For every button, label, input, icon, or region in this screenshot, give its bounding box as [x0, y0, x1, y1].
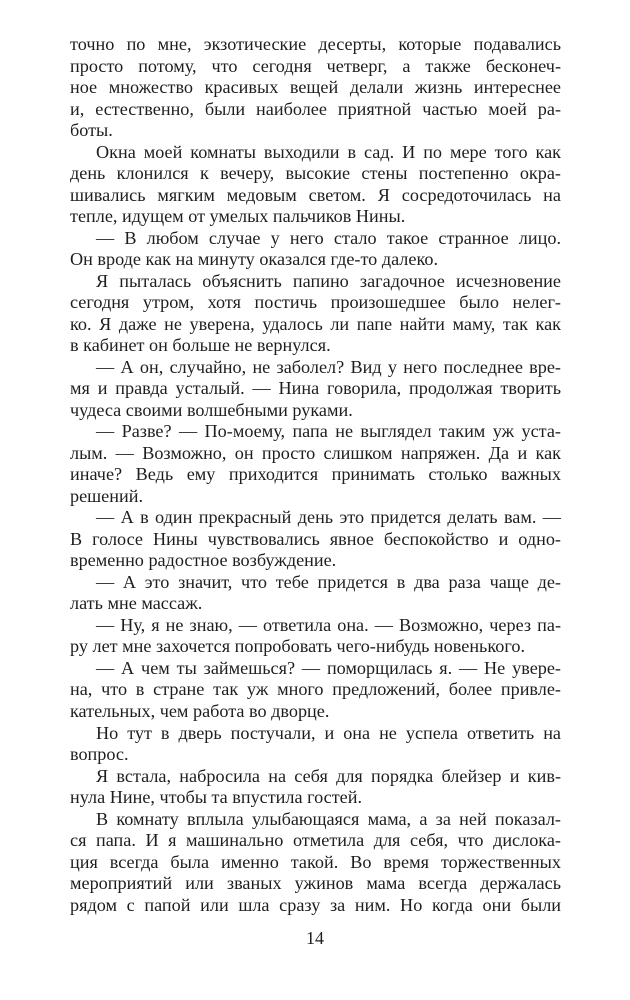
paragraph — [70, 723, 561, 766]
text-line: ру лет мне захочется попробовать чего-нибудь новенького. — [70, 636, 525, 657]
paragraph — [70, 572, 561, 615]
text-line: ко. Я даже не уверена, удалось ли папе найти маму, так как — [70, 313, 561, 334]
text-line: — А чем ты займешься? — поморщилась я. — Не увере- — [96, 657, 561, 678]
text-line: ное множество красивых вещей делали жизнь интереснее — [70, 77, 561, 98]
text-line: ция всегда была именно такой. Во время торжественных — [70, 851, 561, 872]
text-line: Я пыталась объяснить папино загадочное исчезновение — [96, 270, 561, 291]
text-line: на, что в стране так уж много предложений, более привле- — [70, 679, 561, 700]
paragraph — [70, 357, 561, 422]
text-line: ся папа. И я машинально отметила для себя, что дислока- — [70, 830, 561, 851]
text-line: нула Нине, чтобы та впустила гостей. — [70, 787, 363, 808]
text-line: В комнату вплыла улыбающаяся мама, а за ней показал- — [96, 808, 561, 829]
text-line: шивались мягким медовым светом. Я сосредоточилась на — [70, 184, 561, 205]
text-line: иначе? Ведь ему приходится принимать столько важных — [70, 464, 561, 485]
text-line: лать мне массаж. — [70, 593, 203, 614]
paragraph — [70, 228, 561, 271]
paragraph — [70, 142, 561, 228]
text-line: — А это значит, что тебе придется в два раза чаще де- — [96, 571, 561, 592]
text-line: — Разве? — По-моему, папа не выглядел таким уж уста- — [96, 421, 561, 442]
paragraph — [70, 34, 561, 142]
text-line: В голосе Нины чувствовались явное беспокойство и одно- — [70, 528, 561, 549]
paragraph — [70, 271, 561, 357]
text-line: — Ну, я не знаю, — ответила она. — Возможно, через па- — [96, 614, 561, 635]
text-line: — В любом случае у него стало такое странное лицо. — [96, 227, 561, 248]
text-line: боты. — [70, 120, 113, 141]
text-line: временно радостное возбуждение. — [70, 550, 337, 571]
page-number: 14 — [306, 928, 324, 948]
text-line: сегодня утром, хотя постичь произошедшее было нелег- — [70, 292, 561, 313]
paragraph — [70, 766, 561, 809]
text-line: просто потому, что сегодня четверг, а также бесконеч- — [70, 55, 561, 76]
text-line: и, естественно, были наиболее приятной частью моей ра- — [70, 98, 561, 119]
text-line: день клонился к вечеру, высокие стены постепенно окра- — [70, 163, 561, 184]
text-line: решений. — [70, 485, 143, 506]
text-line: — А в один прекрасный день это придется делать вам. — — [96, 507, 561, 528]
text-line: Окна моей комнаты выходили в сад. И по мере того как — [96, 141, 561, 162]
text-line: лым. — Возможно, он просто слишком напряжен. Да и как — [70, 442, 561, 463]
paragraph — [70, 658, 561, 723]
paragraph — [70, 615, 561, 658]
text-line: Я встала, набросила на себя для порядка блейзер и кив- — [96, 765, 561, 786]
text-line: вопрос. — [70, 744, 129, 765]
paragraph — [70, 507, 561, 572]
text-line: тепле, идущем от умелых пальчиков Нины. — [70, 206, 406, 227]
text-line: чудеса своими волшебными руками. — [70, 399, 353, 420]
text-line: в кабинет он больше не вернулся. — [70, 335, 331, 356]
paragraph — [70, 809, 561, 917]
text-line: мероприятий или званых ужинов мама всегда держалась — [70, 873, 561, 894]
text-line: кательных, чем работа во дворце. — [70, 700, 330, 721]
paragraph — [70, 421, 561, 507]
text-line: рядом с папой или шла сразу за ним. Но когда они были — [70, 894, 561, 915]
text-line: мя и правда усталый. — Нина говорила, продолжая творить — [70, 378, 561, 399]
text-line: Но тут в дверь постучали, и она не успела ответить на — [96, 722, 561, 743]
book-page-text — [70, 34, 561, 916]
text-line: точно по мне, экзотические десерты, которые подавались — [70, 34, 561, 54]
text-line: Он вроде как на минуту оказался где-то далеко. — [70, 249, 439, 270]
text-line: — А он, случайно, не заболел? Вид у него последнее вре- — [96, 356, 561, 377]
